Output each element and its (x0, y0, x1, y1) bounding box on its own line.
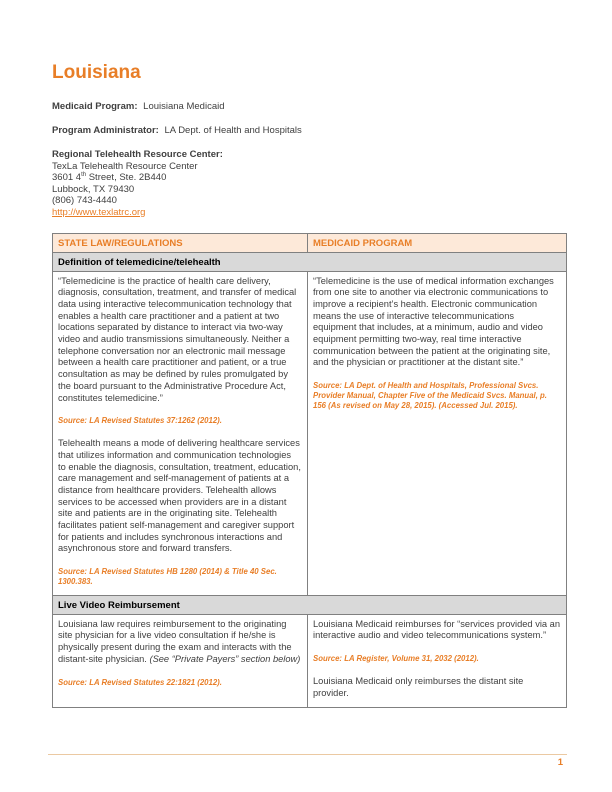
resource-center-block (52, 149, 566, 219)
live-video-medicaid-para2: Louisiana Medicaid only reimburses the distant site provider. (313, 675, 524, 698)
section-row-live-video (53, 595, 567, 614)
definition-state-law-source2: Source: LA Revised Statutes HB 1280 (2014) & Title 40 Sec. 1300.383. (58, 567, 277, 586)
definition-state-law-source1: Source: LA Revised Statutes 37:1262 (2012). (58, 416, 222, 426)
footer-divider (48, 754, 567, 755)
medicaid-program-field (52, 101, 566, 113)
live-video-state-law-para1: Louisiana law requires reimbursement to the originating site physician for a live video consultation if he/she is physically present during the exam and interacts with the distant-site physician. (See “Private Payers” section below) (58, 618, 301, 664)
medicaid-program-value: Louisiana Medicaid (143, 101, 225, 112)
section-row-definition (53, 252, 567, 271)
live-video-state-law-source1: Source: LA Revised Statutes 22:1821 (2012). (58, 677, 222, 687)
definition-medicaid-para1: “Telemedicine is the use of medical information exchanges from one site to another via electronic communications to improve a recipient’s health. Electronic communication means the use of interactive telecommunications equipment that includes, at a minimum, audio and video equipment permitting two-way, real time interactive communication between the patient at the originating site, and the physician or practitioner at the distant site.” (313, 275, 554, 368)
column-header-state-law: STATE LAW/REGULATIONS (53, 233, 308, 252)
live-video-medicaid-para1: Louisiana Medicaid reimburses for “services provided via an interactive audio and video telecommunications system.” (313, 618, 560, 641)
table-row-definition (53, 271, 567, 595)
page-content (52, 62, 566, 708)
definition-medicaid-cell (308, 271, 567, 595)
definition-state-law-para2: Telehealth means a mode of delivering healthcare services that utilizes information and communication technologies to enable the diagnosis, consultation, treatment, education, care management and self-management of patients at a distance from healthcare providers. Telehealth allows services to be accessed when providers are in a distant site and patients are in the originating site. Telehealth facilitates patient self-management and caregiver support for patients and includes synchronous interactions and asynchronous store and forward transfers. (58, 438, 301, 554)
definition-state-law-para1: “Telemedicine is the practice of health care delivery, diagnosis, consultation, treatment, and transfer of medical data using interactive telecommunication technology that enables a health care practitioner and a patient at two locations separated by distance to interact via two-way video and audio transmissions simultaneously. Neither a telephone conversation nor an electronic mail message between a health care practitioner and patient, or a true consultation as may be defined by rules promulgated by the board pursuant to the Administrative Procedure Act, constitutes telemedicine.” (58, 275, 297, 403)
state-law-table (52, 233, 567, 709)
definition-medicaid-source1: Source: LA Dept. of Health and Hospitals, Professional Svcs. Provider Manual, Chapter Five of the Medicaid Svcs. Manual, p. 156 (As revised on May 28, 2015). (Accessed Jul. 2015). (313, 381, 547, 410)
live-video-medicaid-cell (308, 614, 567, 708)
section-title-live-video: Live Video Reimbursement (53, 595, 567, 614)
ordinal-superscript: th (81, 172, 87, 179)
live-video-state-law-cell (53, 614, 308, 708)
resource-center-label: Regional Telehealth Resource Center: (52, 149, 223, 160)
definition-state-law-cell (53, 271, 308, 595)
program-administrator-value: LA Dept. of Health and Hospitals (164, 125, 302, 136)
resource-center-address: 3601 4th Street, Ste. 2B440 (52, 172, 167, 184)
private-payers-note: (See “Private Payers” section below) (149, 653, 301, 664)
page-title: Louisiana (52, 62, 141, 83)
resource-center-city: Lubbock, TX 79430 (52, 183, 135, 195)
column-header-medicaid-program: MEDICAID PROGRAM (308, 233, 567, 252)
table-row-live-video (53, 614, 567, 708)
resource-center-name: TexLa Telehealth Resource Center (52, 160, 198, 172)
resource-center-link[interactable]: http://www.texlatrc.org (52, 206, 146, 218)
live-video-medicaid-source1: Source: LA Register, Volume 31, 2032 (2012). (313, 654, 479, 664)
section-title-definition: Definition of telemedicine/telehealth (53, 252, 567, 271)
program-administrator-label: Program Administrator: (52, 125, 159, 136)
page-number: 1 (557, 757, 563, 768)
table-header-row (53, 233, 567, 252)
program-administrator-field (52, 125, 566, 137)
resource-center-phone: (806) 743-4440 (52, 195, 117, 207)
medicaid-program-label: Medicaid Program: (52, 101, 138, 112)
